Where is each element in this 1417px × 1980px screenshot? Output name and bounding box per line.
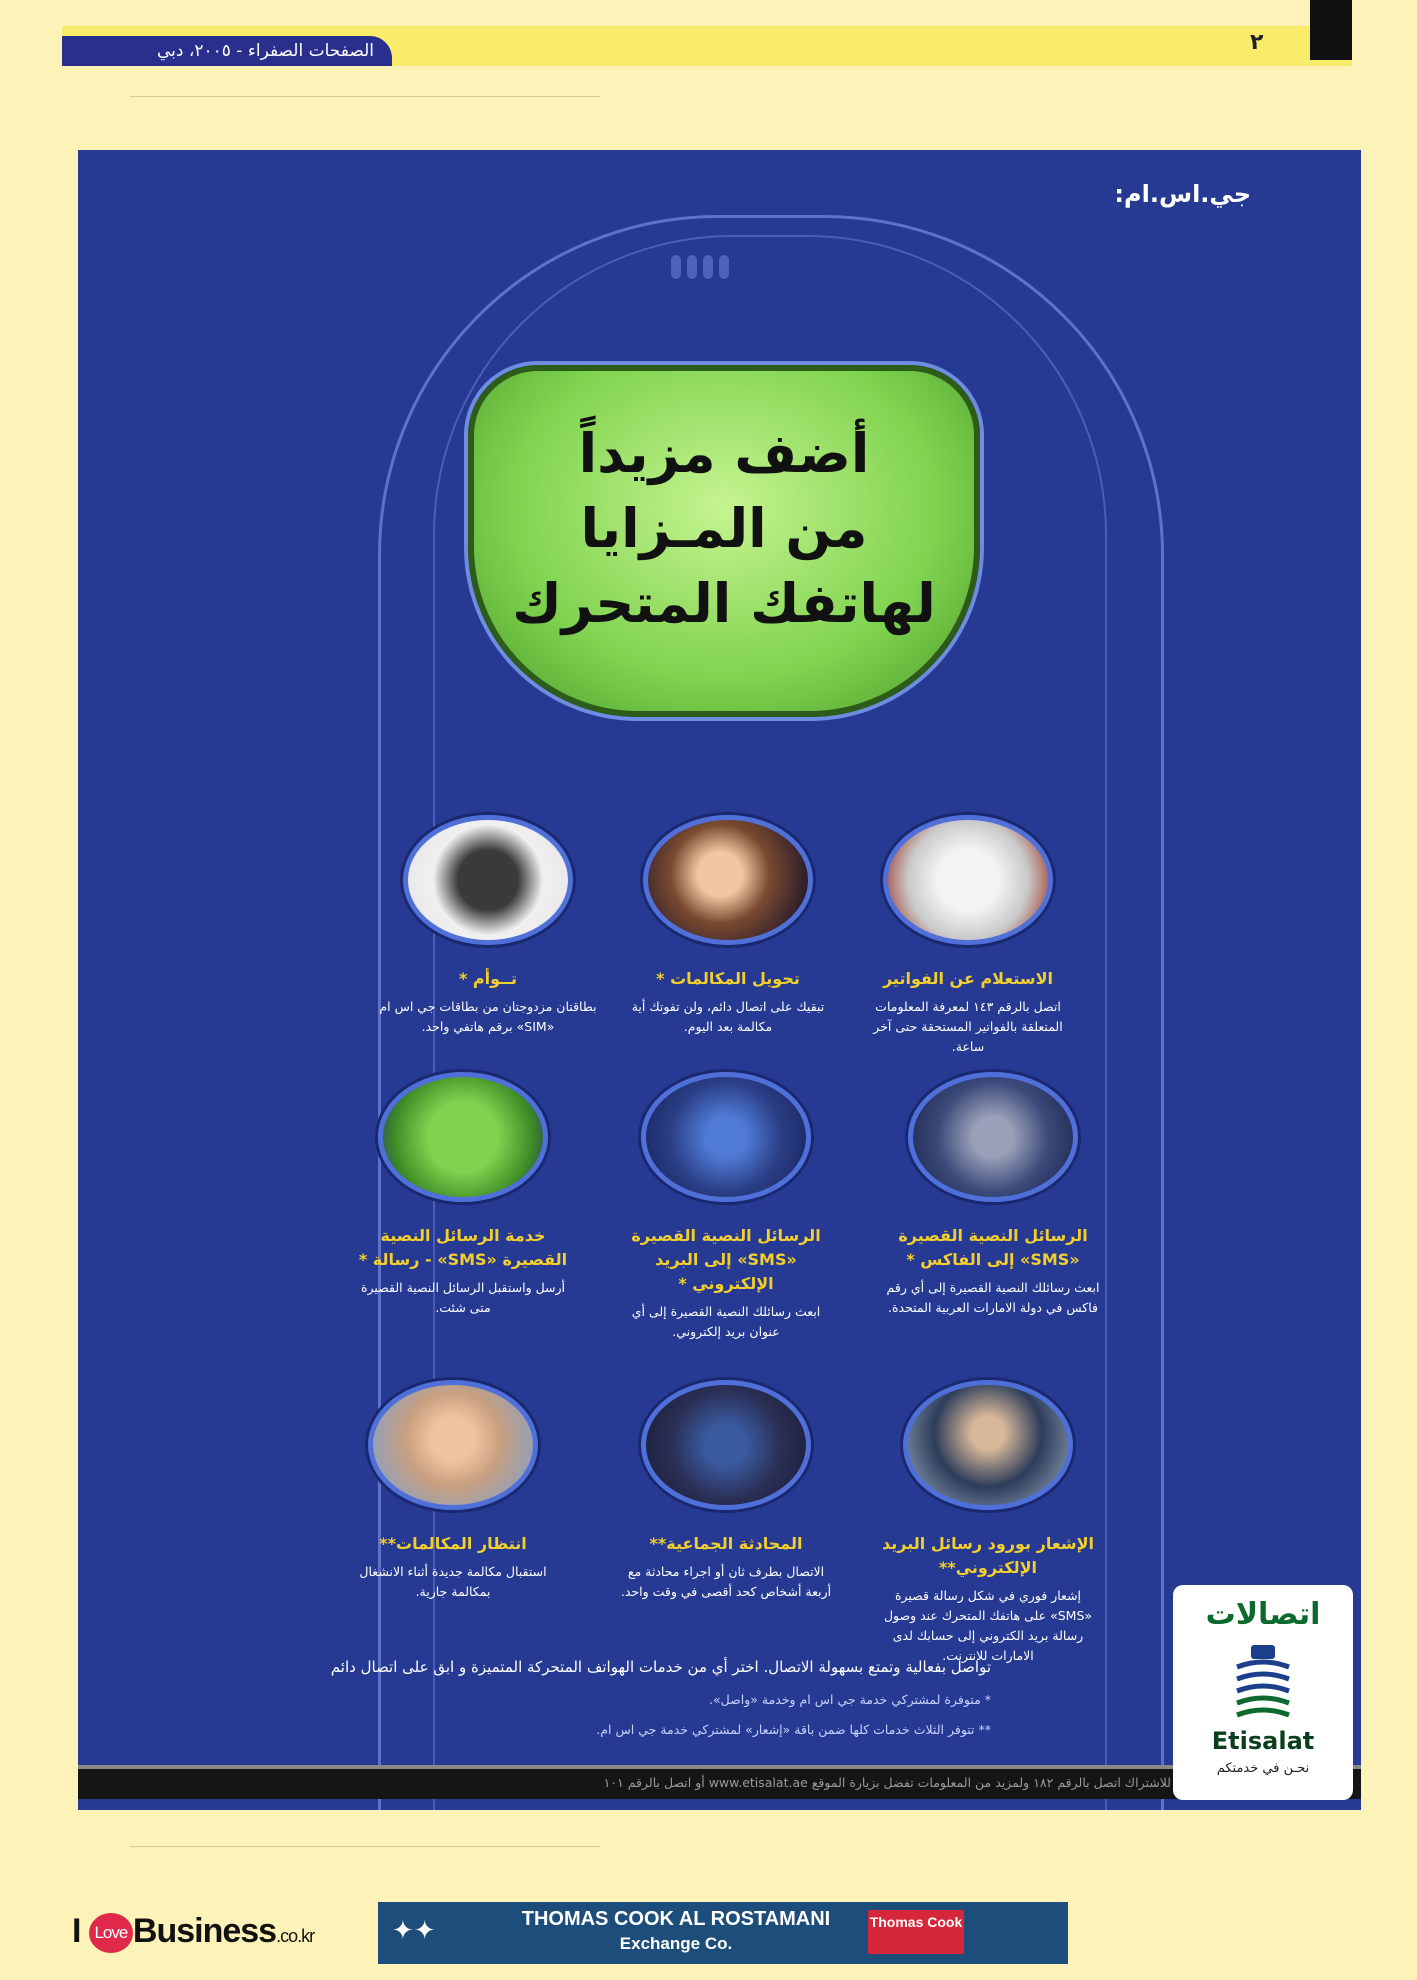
service-sms-message <box>353 1072 573 1318</box>
etisalat-logo <box>1173 1585 1353 1800</box>
etisalat-emblem-icon <box>1231 1645 1295 1721</box>
service-call-forwarding <box>618 815 838 1037</box>
service-email-notification <box>878 1380 1098 1666</box>
phone-and-fax-photo <box>908 1072 1078 1202</box>
headline-line: من المـزايا <box>580 497 868 560</box>
service-twin-sim <box>378 815 598 1037</box>
directory-title-tab <box>62 36 392 66</box>
service-description: إشعار فوري في شكل رسالة قصيرة «SMS» على هاتفك المتحرك عند وصول رسالة بريد الكتروني إلى حسابك لدى الامارات للانترنت. <box>883 1588 1093 1663</box>
service-title: الرسائل النصية القصيرة «SMS» إلى البريد الإلكتروني * <box>631 1226 821 1293</box>
tab-marker <box>1310 0 1352 60</box>
service-description: تبقيك على اتصال دائم، ولن تفوتك أية مكالمة بعد اليوم. <box>631 999 825 1034</box>
page-number: ٢ <box>1250 30 1264 55</box>
service-conference-call <box>616 1380 836 1602</box>
contact-strip <box>78 1765 1361 1799</box>
service-description: الاتصال بطرف ثان أو اجراء محادثة مع أربعة أشخاص كحد أقصى في وقت واحد. <box>620 1564 832 1599</box>
phone-screen <box>468 365 980 717</box>
service-title: الإشعار بورود رسائل البريد الإلكتروني** <box>882 1534 1094 1577</box>
love-heart-icon: Love <box>89 1913 133 1953</box>
service-title: تــوأم * <box>458 969 518 988</box>
ilovebusiness-logo <box>72 1912 314 1953</box>
service-title: الاستعلام عن الفواتير <box>882 969 1054 988</box>
woman-on-phone-photo <box>643 815 813 945</box>
service-title: الرسائل النصية القصيرة «SMS» إلى الفاكس * <box>898 1226 1088 1269</box>
service-description: بطاقتان مزدوجتان من بطاقات جي اس ام «SIM» برقم هاتفي واحد. <box>379 999 597 1034</box>
brand-name-arabic: اتصالات <box>1205 1597 1321 1632</box>
biz-i: I <box>72 1912 81 1950</box>
service-description: استقبال مكالمة جديدة أثناء الانشغال بمكالمة جارية. <box>359 1564 547 1599</box>
footnote-single-star: * متوفرة لمشتركي خدمة جي اس ام وخدمة «واصل». <box>709 1692 991 1707</box>
bill-documents-photo <box>883 815 1053 945</box>
speaker-grille-icon <box>671 255 729 279</box>
service-description: ابعث رسائلك النصية القصيرة إلى أي عنوان بريد إلكتروني. <box>631 1304 821 1339</box>
service-title: انتظار المكالمات** <box>379 1534 527 1553</box>
etisalat-advertisement <box>78 150 1361 1810</box>
headline <box>474 416 974 641</box>
service-title: خدمة الرسائل النصية القصيرة «SMS» - رسالة * <box>358 1226 568 1269</box>
twin-stroller-photo <box>403 815 573 945</box>
tagline: تواصل بفعالية وتمتع بسهولة الاتصال. اختر أي من خدمات الهواتف المتحركة المتميزة و ابق على اتصال دائم <box>330 1658 991 1676</box>
sms-screen-photo <box>378 1072 548 1202</box>
thomas-cook-banner <box>378 1902 1068 1964</box>
service-sms-to-fax <box>883 1072 1103 1318</box>
brand-name-english: Etisalat <box>1211 1727 1315 1755</box>
gsm-label: جي.اس.ام: <box>1114 180 1251 208</box>
service-description: أرسل واستقبل الرسائل النصية القصيرة متى شئت. <box>360 1280 566 1315</box>
biz-domain: .co.kr <box>276 1926 315 1946</box>
footnote-double-star: ** تتوفر الثلاث خدمات كلها ضمن باقة «إشعار» لمشتركي خدمة جي اس ام. <box>596 1722 991 1737</box>
brand-slogan: نحـن في خدمتكم <box>1216 1761 1310 1776</box>
service-sms-to-email <box>616 1072 836 1342</box>
banner-title: THOMAS COOK AL ROSTAMANI <box>521 1908 831 1930</box>
phone-and-computer-photo <box>641 1072 811 1202</box>
directory-title: الصفحات الصفراء - ٢٠٠٥، دبي <box>157 41 374 61</box>
service-description: ابعث رسائلك النصية القصيرة إلى أي رقم فاكس في دولة الامارات العربية المتحدة. <box>886 1280 1100 1315</box>
service-title: المحادثة الجماعية** <box>649 1534 803 1553</box>
bleed-text: ──────────────────────────────────────────────────────────── <box>130 90 600 105</box>
contact-strip-text: للاشتراك اتصل بالرقم ١٨٢ ولمزيد من المعلومات تفضل بزيارة الموقع www.etisalat.ae أو اتصل بالرقم ١٠١ <box>603 1775 1171 1790</box>
man-on-phone-photo <box>368 1380 538 1510</box>
service-call-waiting <box>343 1380 563 1602</box>
biz-name: Business <box>132 1912 277 1950</box>
group-callers-photo <box>641 1380 811 1510</box>
headline-line: لهاتفك المتحرك <box>512 572 936 635</box>
businessman-photo <box>903 1380 1073 1510</box>
service-title: تحويل المكالمات * <box>656 969 800 988</box>
birds-icon: ✦✦ <box>392 1916 436 1946</box>
thomas-cook-logo: Thomas Cook <box>868 1910 964 1954</box>
service-billing-enquiry <box>858 815 1078 1057</box>
bleed-text: ──────────────────────────────────────────────────────────── <box>130 1840 600 1855</box>
service-description: اتصل بالرقم ١٤٣ لمعرفة المعلومات المتعلقة بالفواتير المستحقة حتى آخر ساعة. <box>873 999 1063 1054</box>
headline-line: أضف مزيداً <box>578 422 870 485</box>
banner-subtitle: Exchange Co. <box>619 1934 733 1953</box>
